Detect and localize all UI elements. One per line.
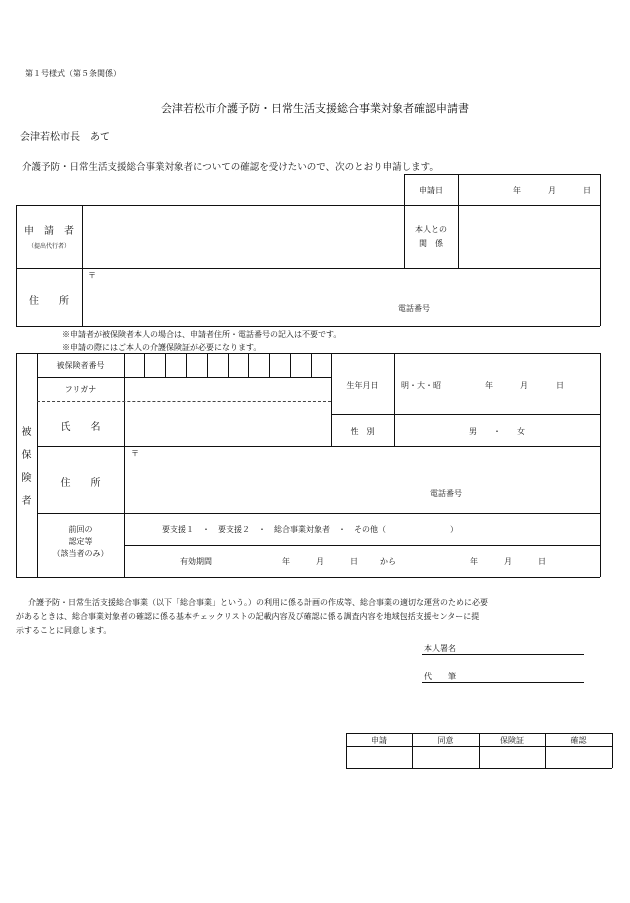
- applicant-address-label: 住 所: [29, 296, 69, 307]
- insured-number-input[interactable]: [125, 354, 330, 376]
- furigana-label: フリガナ: [64, 385, 97, 394]
- prev-cert-options[interactable]: 要支援１ ・ 要支援２ ・ 総合事業対象者 ・ その他（ ）: [162, 525, 458, 534]
- date-input[interactable]: [459, 175, 599, 204]
- intro-text: 介護予防・日常生活支援総合事業対象者についての確認を受けたいので、次のとおり申請します。: [22, 162, 439, 173]
- note-2: ※申請の際にはご本人の介護保険証が必要になります。: [62, 343, 262, 352]
- relation-label-2: 関 係: [419, 239, 443, 248]
- valid-from-year: 年: [282, 557, 290, 566]
- insured-postal-mark: 〒: [131, 449, 139, 458]
- proxy-signature-label: 代 筆: [424, 672, 456, 681]
- insured-name-label: 氏 名: [60, 422, 101, 433]
- proxy-signature-line[interactable]: [422, 682, 584, 683]
- birth-label: 生年月日: [346, 381, 379, 390]
- note-1: ※申請者が被保険者本人の場合は、申請者住所・電話番号の記入は不要です。: [62, 330, 342, 339]
- consent-line-1: 介護予防・日常生活支援総合事業（以下「総合事業」という。）の利用に係る計画の作成等、総合事業の適切な運営のために必要: [28, 598, 488, 607]
- valid-period-input[interactable]: [125, 546, 599, 576]
- postal-mark: 〒: [88, 271, 96, 280]
- office-header-consent: 同意: [437, 736, 454, 745]
- date-label: 申請日: [419, 186, 443, 195]
- self-signature-line[interactable]: [422, 654, 584, 655]
- relation-input[interactable]: [459, 206, 599, 267]
- sex-label: 性 別: [350, 427, 375, 436]
- office-header-confirm: 確認: [570, 736, 587, 745]
- valid-from-month: 月: [316, 557, 324, 566]
- insured-number-label: 被保険者番号: [56, 361, 105, 370]
- page-title: 会津若松市介護予防・日常生活支援総合事業対象者確認申請書: [161, 102, 469, 115]
- applicant-sub-label: （提出代行者）: [27, 243, 70, 250]
- applicant-address-input[interactable]: [83, 269, 599, 325]
- valid-period-label: 有効期間: [180, 557, 212, 566]
- birth-year: 年: [485, 381, 493, 390]
- insured-phone-label: 電話番号: [430, 489, 462, 498]
- sex-options[interactable]: 男 ・ 女: [469, 427, 525, 436]
- prev-label-1: 前回の: [68, 525, 93, 534]
- office-header-insurance-card: 保険証: [500, 736, 524, 745]
- consent-line-2: があるときは、総合事業対象者の確認に係る基本チェックリストの記載内容及び確認に係る調査内容を地域包括支援センターに提: [16, 612, 480, 621]
- date-year: 年: [513, 186, 521, 195]
- self-signature-label: 本人署名: [424, 644, 456, 653]
- birth-day: 日: [556, 381, 564, 390]
- applicant-name-input[interactable]: [83, 206, 403, 267]
- date-month: 月: [548, 186, 556, 195]
- valid-from-day: 日: [350, 557, 358, 566]
- prev-label-2: 認定等: [68, 537, 93, 546]
- valid-to-day: 日: [538, 557, 546, 566]
- furigana-input[interactable]: [125, 378, 330, 400]
- phone-label: 電話番号: [398, 304, 430, 313]
- relation-label-1: 本人との: [415, 225, 447, 234]
- date-day: 日: [583, 186, 591, 195]
- insured-side-label-3: 険: [21, 473, 32, 484]
- era-text: 明・大・昭: [401, 381, 441, 390]
- insured-side-label-2: 保: [21, 450, 32, 461]
- insured-side-label-1: 被: [21, 427, 32, 438]
- consent-line-3: 示することに同意します。: [16, 626, 112, 635]
- valid-to-month: 月: [504, 557, 512, 566]
- insured-side-label-4: 者: [21, 496, 32, 507]
- addressee: 会津若松市長 あて: [20, 132, 110, 143]
- insured-name-input[interactable]: [125, 402, 330, 445]
- prev-label-3: （該当者のみ）: [52, 549, 109, 558]
- form-number: 第１号様式（第５条関係）: [25, 69, 121, 78]
- valid-from-text: から: [380, 557, 396, 566]
- insured-address-input[interactable]: [125, 447, 599, 512]
- birth-date-input[interactable]: [395, 354, 599, 413]
- insured-address-label: 住 所: [60, 478, 101, 489]
- applicant-label: 申 請 者: [24, 226, 74, 237]
- birth-month: 月: [520, 381, 528, 390]
- valid-to-year: 年: [470, 557, 478, 566]
- office-header-apply: 申請: [371, 736, 387, 745]
